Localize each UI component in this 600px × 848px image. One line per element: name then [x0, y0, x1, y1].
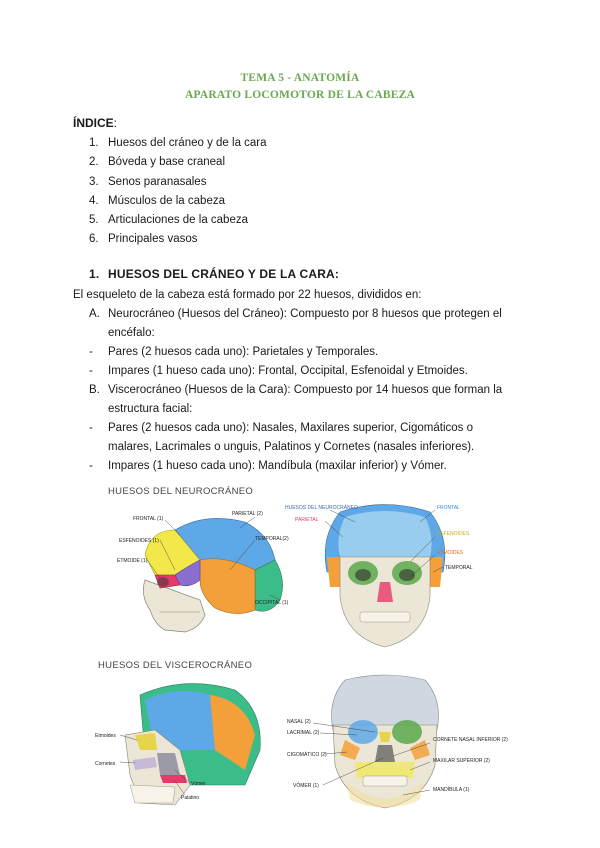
- indice-list: [89, 134, 267, 250]
- indice-heading: ÍNDICE:: [73, 116, 118, 130]
- section-intro: El esqueleto de la cabeza está formado por 22 huesos, divididos en:: [73, 289, 422, 301]
- label-visc-cigomatico: CIGOMÁTICO (2): [287, 752, 327, 758]
- doc-title: TEMA 5 - ANATOMÍA: [240, 72, 360, 84]
- label-visc-lacrimal: LACRIMAL (2): [287, 730, 320, 736]
- indice-label: ÍNDICE: [73, 116, 114, 130]
- label-visc-etmoides: Etmoides: [95, 733, 116, 739]
- skull-frontal-viscerocraneo-illustration: [285, 670, 508, 812]
- list-item: 1. Huesos del cráneo y de la cara: [89, 137, 267, 149]
- label-visc-vomer-front: VÓMER (1): [293, 783, 319, 789]
- label-front-etmoides: ETMOIDES: [437, 550, 464, 556]
- label-visc-palatino: Palatino: [181, 795, 200, 801]
- list-item: 5. Articulaciones de la cabeza: [89, 214, 248, 227]
- label-visc-maxilar: MAXILAR SUPERIOR (2): [433, 758, 490, 764]
- label-parietal: PARIETAL (2): [232, 511, 263, 517]
- label-visc-mandibula: MANDÍBULA (1): [433, 787, 470, 793]
- list-item: - Pares (2 huesos cada uno): Nasales, Maxilares superior, Cigomáticos o malares, Lacrimales o unguis, Palatinos y Cornetes (nasales inferiores).: [89, 422, 475, 453]
- label-frontal: FRONTAL (1): [133, 516, 164, 522]
- list-item: - Pares (2 huesos cada uno): Parietales y Temporales.: [89, 346, 379, 358]
- label-front-parietal: PARIETAL: [295, 517, 319, 523]
- label-front-temporal: TEMPORAL: [445, 565, 473, 571]
- list-item: 3. Senos paranasales: [89, 175, 207, 188]
- doc-subtitle: APARATO LOCOMOTOR DE LA CABEZA: [184, 89, 416, 101]
- list-item: B. Viscerocráneo (Huesos de la Cara): Compuesto por 14 huesos que forman la estructura facial:: [89, 384, 503, 415]
- label-visc-cornetes: Cornetes: [95, 761, 116, 767]
- list-item: A. Neurocráneo (Huesos del Cráneo): Compuesto por 8 huesos que protegen el encéfalo:: [89, 308, 502, 339]
- figure-caption-neurocraneo: HUESOS DEL NEUROCRÁNEO: [108, 486, 254, 497]
- list-item: 6. Principales vasos: [89, 233, 198, 246]
- section-heading: 1. HUESOS DEL CRÁNEO Y DE LA CARA:: [89, 267, 340, 281]
- skull-lateral-neurocraneo-illustration: [105, 500, 305, 650]
- label-occipital: OCCIPITAL (1): [255, 600, 289, 606]
- list-item: 4. Músculos de la cabeza: [89, 194, 225, 207]
- label-visc-nasal: NASAL (2): [287, 719, 311, 725]
- label-front-frontal: FRONTAL: [437, 505, 460, 511]
- list-item: - Impares (1 hueso cada uno): Frontal, Occipital, Esfenoidal y Etmoides.: [89, 365, 468, 377]
- label-esfenoides: ESFENOIDES (1): [119, 538, 159, 544]
- label-etmoides: ETMOIDE (1): [117, 558, 148, 564]
- figure-caption-viscerocraneo: HUESOS DEL VISCEROCRÁNEO: [98, 660, 253, 671]
- label-visc-vomer: Vómer: [191, 781, 206, 787]
- label-visc-cornete: CORNETE NASAL INFERIOR (2): [433, 737, 508, 743]
- skull-sagittal-viscerocraneo-illustration: [95, 675, 280, 810]
- skull-frontal-neurocraneo-illustration: [285, 497, 485, 655]
- list-item: - Impares (1 hueso cada uno): Mandíbula (maxilar inferior) y Vómer.: [89, 460, 447, 472]
- label-neuro-title: HUESOS DEL NEUROCRÁNEO: [285, 505, 358, 511]
- label-front-esfenoides: ESFENOIDES: [437, 531, 470, 537]
- list-item: 2. Bóveda y base craneal: [89, 156, 225, 169]
- label-temporal: TEMPORAL(2): [255, 536, 289, 542]
